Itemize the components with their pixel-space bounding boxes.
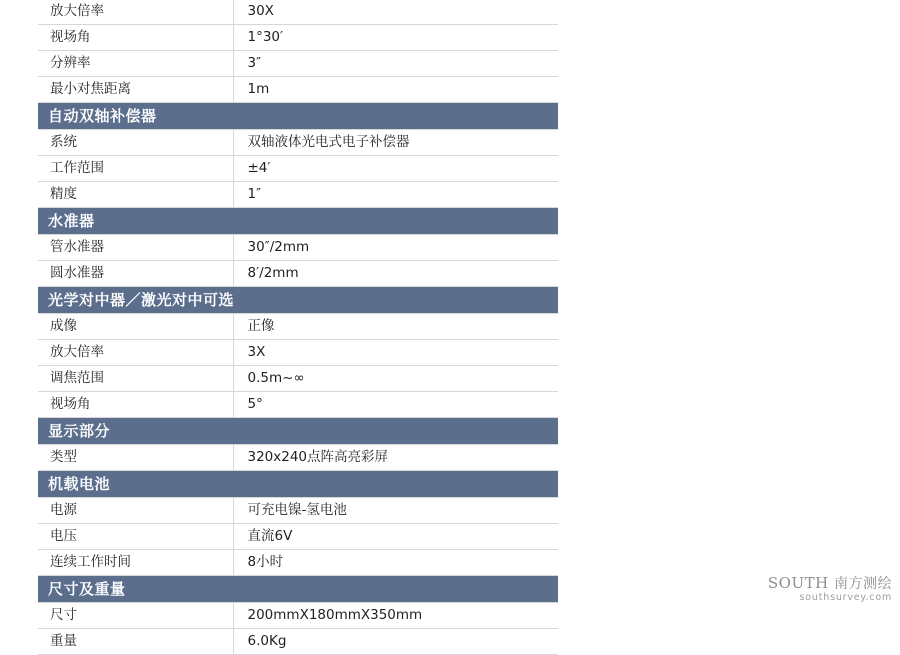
spec-value: 8小时 — [233, 550, 558, 576]
watermark-logo — [768, 576, 892, 603]
table-row — [38, 77, 558, 103]
spec-label: 成像 — [38, 314, 233, 340]
spec-label: 调焦范围 — [38, 366, 233, 392]
spec-value: 8′/2mm — [233, 261, 558, 287]
spec-label: 重量 — [38, 629, 233, 655]
table-row — [38, 392, 558, 418]
spec-value: 直流6V — [233, 524, 558, 550]
spec-value: 30X — [233, 0, 558, 25]
spec-label: 系统 — [38, 130, 233, 156]
table-row — [38, 182, 558, 208]
section-title: 自动双轴补偿器 — [38, 103, 558, 130]
spec-value: 30″/2mm — [233, 235, 558, 261]
spec-label: 视场角 — [38, 392, 233, 418]
specification-table — [38, 0, 558, 655]
table-row — [38, 445, 558, 471]
spec-value: 0.5m~∞ — [233, 366, 558, 392]
spec-value: 6.0Kg — [233, 629, 558, 655]
spec-value: ±4′ — [233, 156, 558, 182]
section-title: 显示部分 — [38, 418, 558, 445]
table-row — [38, 603, 558, 629]
spec-value: 320x240点阵高亮彩屏 — [233, 445, 558, 471]
watermark-brand-en: SOUTH — [767, 574, 829, 593]
table-row — [38, 366, 558, 392]
table-section-header — [38, 103, 558, 130]
table-section-header — [38, 576, 558, 603]
table-row — [38, 524, 558, 550]
table-row — [38, 340, 558, 366]
section-title: 尺寸及重量 — [38, 576, 558, 603]
table-row — [38, 261, 558, 287]
spec-label: 类型 — [38, 445, 233, 471]
watermark-brand-cn: 南方测绘 — [834, 576, 892, 593]
spec-value: 3″ — [233, 51, 558, 77]
spec-label: 放大倍率 — [38, 340, 233, 366]
spec-value: 1°30′ — [233, 25, 558, 51]
spec-label: 放大倍率 — [38, 0, 233, 25]
spec-value: 3X — [233, 340, 558, 366]
section-title: 机载电池 — [38, 471, 558, 498]
spec-value: 双轴液体光电式电子补偿器 — [233, 130, 558, 156]
spec-label: 精度 — [38, 182, 233, 208]
spec-label: 尺寸 — [38, 603, 233, 629]
table-row — [38, 0, 558, 25]
table-section-header — [38, 287, 558, 314]
table-section-header — [38, 418, 558, 445]
spec-value: 200mmX180mmX350mm — [233, 603, 558, 629]
spec-label: 最小对焦距离 — [38, 77, 233, 103]
watermark-url: southsurvey.com — [799, 592, 892, 604]
table-section-header — [38, 208, 558, 235]
spec-label: 分辨率 — [38, 51, 233, 77]
watermark-brand — [768, 576, 892, 592]
spec-value: 可充电镍-氢电池 — [233, 498, 558, 524]
section-title: 水准器 — [38, 208, 558, 235]
specification-table-body — [38, 0, 558, 655]
table-row — [38, 550, 558, 576]
table-row — [38, 51, 558, 77]
table-row — [38, 130, 558, 156]
table-row — [38, 498, 558, 524]
spec-value: 1″ — [233, 182, 558, 208]
table-row — [38, 314, 558, 340]
spec-label: 连续工作时间 — [38, 550, 233, 576]
spec-label: 电源 — [38, 498, 233, 524]
spec-value: 1m — [233, 77, 558, 103]
table-row — [38, 629, 558, 655]
spec-value: 5° — [233, 392, 558, 418]
table-row — [38, 235, 558, 261]
spec-label: 管水准器 — [38, 235, 233, 261]
table-row — [38, 25, 558, 51]
section-title: 光学对中器／激光对中可选 — [38, 287, 558, 314]
table-section-header — [38, 471, 558, 498]
spec-label: 电压 — [38, 524, 233, 550]
spec-label: 圆水准器 — [38, 261, 233, 287]
spec-value: 正像 — [233, 314, 558, 340]
spec-label: 工作范围 — [38, 156, 233, 182]
spec-label: 视场角 — [38, 25, 233, 51]
table-row — [38, 156, 558, 182]
